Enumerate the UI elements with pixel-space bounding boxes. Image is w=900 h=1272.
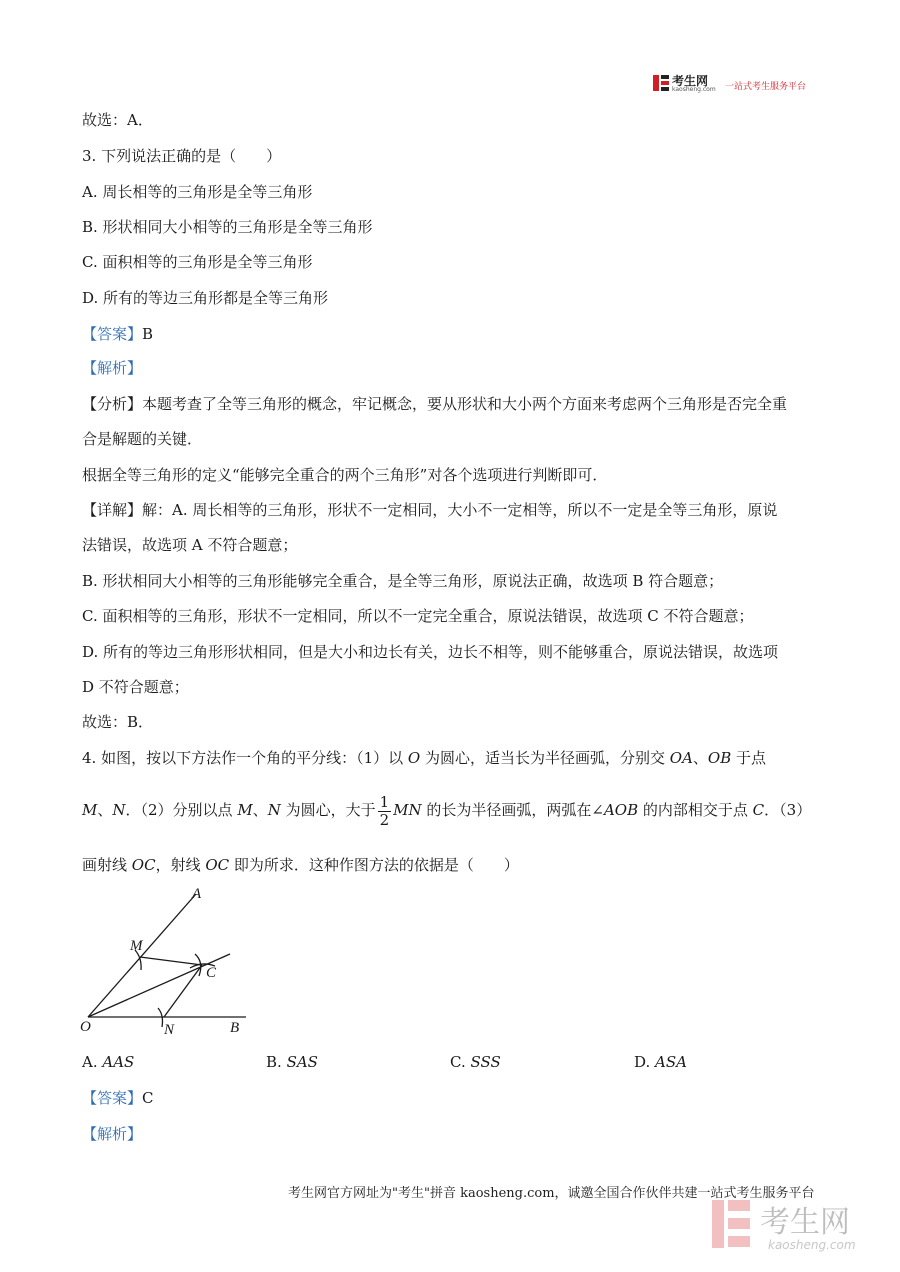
q4-line-3 bbox=[82, 855, 519, 875]
q4-text: 的内部相交于点 bbox=[638, 801, 753, 819]
q3-conclusion: 故选：B． bbox=[82, 713, 154, 731]
q3-detail-3: B. 形状相同大小相等的三角形能够完全重合，是全等三角形，原说法正确，故选项 B 符合题意； bbox=[82, 572, 724, 590]
math-var: N bbox=[267, 801, 281, 819]
q4-text: 、 bbox=[97, 801, 113, 819]
kaosheng-logo-icon bbox=[652, 74, 670, 92]
q4-options bbox=[82, 1053, 822, 1073]
option-value: ASA bbox=[655, 1053, 687, 1071]
q3-fenxi-3: 根据全等三角形的定义“能够完全重合的两个三角形”对各个选项进行判断即可． bbox=[82, 466, 608, 484]
angle-bisector-figure bbox=[78, 884, 278, 1044]
math-var: M bbox=[237, 801, 253, 819]
q3-option-b: B. 形状相同大小相等的三角形是全等三角形 bbox=[82, 218, 373, 236]
option-value: SAS bbox=[286, 1053, 318, 1071]
math-var: OA bbox=[669, 749, 693, 767]
header-slogan: 一站式考生服务平台 bbox=[725, 82, 807, 92]
fraction-denominator: 2 bbox=[379, 810, 390, 829]
option-letter: B. bbox=[266, 1053, 287, 1071]
ray-OA bbox=[88, 894, 196, 1017]
option-value: AAS bbox=[102, 1053, 135, 1071]
q3-fenxi-2: 合是解题的关键． bbox=[82, 430, 203, 448]
q4-answer bbox=[82, 1088, 154, 1108]
q4-option-c bbox=[450, 1053, 501, 1071]
math-var: AOB bbox=[603, 801, 639, 819]
q4-text: 为圆心，适当长为半径画弧，分别交 bbox=[420, 749, 670, 767]
q4-text: 的长为半径画弧，两弧在∠ bbox=[421, 801, 604, 819]
watermark-text: 考生网 bbox=[760, 1205, 850, 1240]
footer-text: 考生网官方网址为"考生"拼音 kaosheng.com，诚邀全国合作伙伴共建一站式考生服务平台 bbox=[288, 1186, 815, 1201]
q3-analysis-tag: 【解析】 bbox=[82, 359, 143, 377]
label-O: O bbox=[80, 1019, 91, 1035]
q4-text: 、 bbox=[252, 801, 268, 819]
math-var: OC bbox=[205, 856, 230, 874]
option-letter: A. bbox=[82, 1053, 103, 1071]
q4-line-2 bbox=[82, 790, 811, 830]
ray-OC bbox=[88, 954, 230, 1017]
answer-tag: 【答案】 bbox=[82, 1089, 143, 1107]
q3-option-a: A. 周长相等的三角形是全等三角形 bbox=[82, 183, 313, 201]
q3-answer bbox=[82, 324, 153, 344]
option-value: SSS bbox=[470, 1053, 501, 1071]
label-M: M bbox=[130, 938, 143, 954]
prev-conclusion: 故选：A． bbox=[82, 111, 153, 129]
header-domain: kaosheng.com bbox=[672, 86, 716, 93]
q4-text: ．（2）分别以点 bbox=[125, 801, 238, 819]
segment-NC bbox=[164, 965, 202, 1017]
q3-detail-6: D 不符合题意； bbox=[82, 678, 189, 696]
math-var: O bbox=[407, 749, 421, 767]
math-var: M bbox=[82, 801, 98, 819]
detail-text: 解：A. 周长相等的三角形，形状不一定相同，大小不一定相等，所以不一定是全等三角形，原说 bbox=[142, 501, 778, 519]
q4-line-1 bbox=[82, 748, 766, 768]
fraction-one-half bbox=[378, 794, 392, 829]
q3-fenxi-1 bbox=[82, 394, 787, 414]
q4-text: 、 bbox=[692, 749, 708, 767]
q3-option-d: D. 所有的等边三角形都是全等三角形 bbox=[82, 289, 329, 307]
answer-value: C bbox=[142, 1089, 154, 1107]
q4-text: ，射线 bbox=[155, 856, 206, 874]
option-letter: D. bbox=[634, 1053, 656, 1071]
q4-option-d bbox=[634, 1053, 687, 1071]
math-var: OB bbox=[707, 749, 732, 767]
fraction-numerator: 1 bbox=[379, 792, 390, 811]
header-logo bbox=[650, 72, 830, 100]
label-C: C bbox=[206, 965, 217, 981]
answer-tag: 【答案】 bbox=[82, 325, 143, 343]
q3-option-c: C. 面积相等的三角形是全等三角形 bbox=[82, 253, 313, 271]
watermark-domain: kaosheng.com bbox=[768, 1238, 856, 1252]
fenxi-tag: 【分析】 bbox=[82, 395, 143, 413]
math-var: N bbox=[112, 801, 126, 819]
q4-text: ．（3） bbox=[764, 801, 812, 819]
q4-analysis-tag: 【解析】 bbox=[82, 1125, 143, 1143]
q3-detail-2: 法错误，故选项 A 不符合题意； bbox=[82, 536, 298, 554]
q3-detail-1 bbox=[82, 500, 777, 520]
segment-MC bbox=[140, 957, 202, 965]
q4-text: 即为所求．这种作图方法的依据是（ ） bbox=[229, 856, 519, 874]
answer-value: B bbox=[142, 325, 154, 343]
q3-detail-4: C. 面积相等的三角形，形状不一定相同，所以不一定完全重合，原说法错误，故选项 C 不符合题意； bbox=[82, 607, 754, 625]
math-var: OC bbox=[131, 856, 156, 874]
q3-stem: 3. 下列说法正确的是（ ） bbox=[82, 147, 282, 165]
q3-detail-5: D. 所有的等边三角形形状相同，但是大小和边长有关，边长不相等，则不能够重合，原说法错误，故选项 bbox=[82, 643, 779, 661]
fenxi-text: 本题考查了全等三角形的概念，牢记概念，要从形状和大小两个方面来考虑两个三角形是否完全重 bbox=[142, 395, 788, 413]
math-var: C bbox=[752, 801, 765, 819]
math-var: MN bbox=[393, 801, 422, 819]
q4-option-a bbox=[82, 1053, 134, 1071]
kaosheng-watermark bbox=[708, 1194, 878, 1254]
label-B: B bbox=[230, 1020, 240, 1036]
label-A: A bbox=[192, 886, 202, 902]
q4-text: 为圆心，大于 bbox=[280, 801, 376, 819]
q4-text: 于点 bbox=[731, 749, 767, 767]
xiangjie-tag: 【详解】 bbox=[82, 501, 143, 519]
label-N: N bbox=[164, 1022, 175, 1038]
header-brand: 考生网 bbox=[672, 74, 709, 88]
q4-option-b bbox=[266, 1053, 318, 1071]
q4-text: 画射线 bbox=[82, 856, 132, 874]
q4-text: 4. 如图，按以下方法作一个角的平分线：（1）以 bbox=[82, 749, 408, 767]
option-letter: C. bbox=[450, 1053, 471, 1071]
